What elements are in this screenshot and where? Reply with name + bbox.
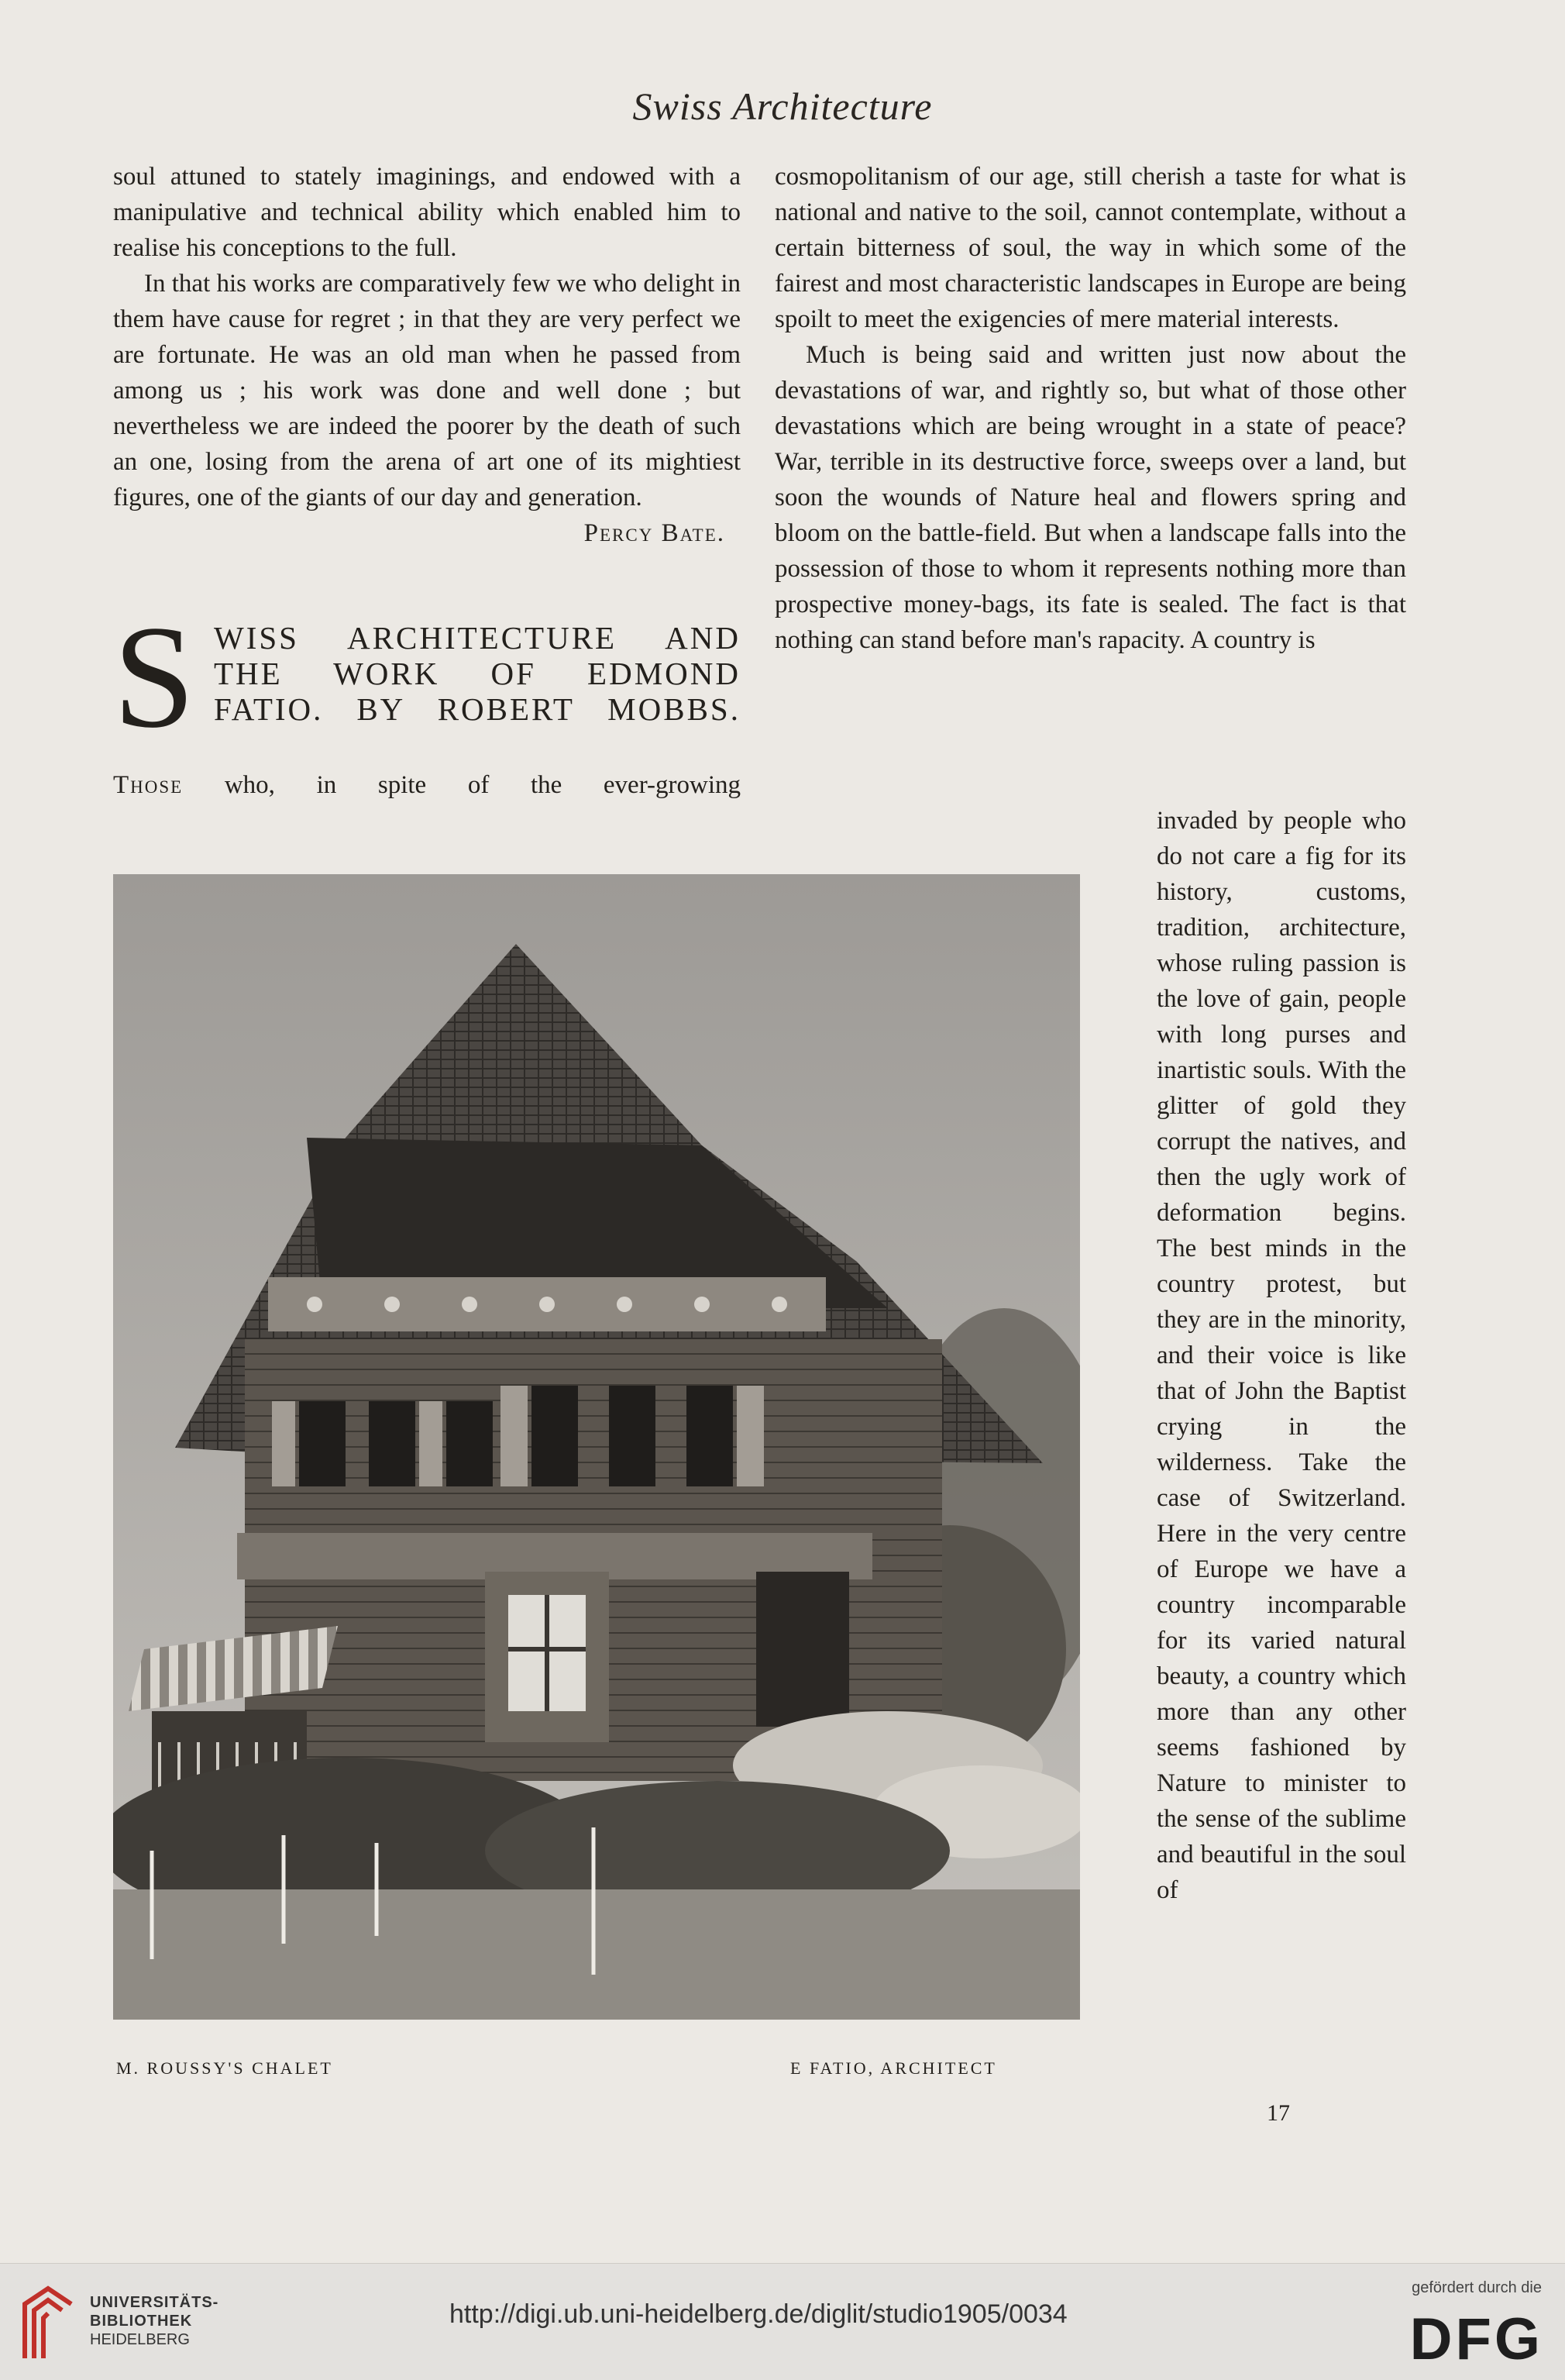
page-number: 17 [1267, 2100, 1290, 2126]
paragraph: Much is being said and written just now about the devastations of war, and rightly so, but what of those other devastations which are being wrought in a state of peace? War, terrible in its destructive force, sweeps over a land, but soon the wounds of Nature heal and flowers spring and bloom on the battle-field. But when a landscape falls into the possession of those to whom it represents nothing more than prospective money-bags, its fate is sealed. The fact is that nothing can stand before man's rapacity. A country is [775, 341, 1406, 654]
paragraph: soul attuned to stately imaginings, and endowed with a manipulative and technical ability which enabled him to realise his conceptions to the full. [113, 163, 741, 262]
library-name-line: BIBLIOTHEK [90, 2313, 193, 2330]
left-column [113, 159, 741, 551]
drop-cap: S [113, 596, 195, 759]
article-opening-line [113, 767, 741, 803]
caption-title: M. ROUSSY'S CHALET [116, 2058, 333, 2078]
library-logo-icon [17, 2281, 79, 2366]
opening-word: Those [113, 771, 184, 799]
article-title [214, 620, 741, 727]
author-signature: Percy Bate. [583, 519, 725, 547]
article-heading [113, 596, 741, 759]
chalet-illustration [113, 874, 1080, 2020]
dfg-logo: DFG [1409, 2306, 1543, 2372]
digitization-footer [0, 2263, 1565, 2380]
running-title: Swiss Architecture [632, 84, 933, 128]
title-line: WISS ARCHITECTURE AND [214, 620, 741, 656]
library-name [90, 2293, 218, 2349]
paragraph: cosmopolitanism of our age, still cherish a taste for what is national and native to the soil, cannot contemplate, without a certain bitterness of soul, the way in which some of the fairest and most characteristic landscapes in Europe are being spoilt to meet the exigencies of mere material interests. [775, 163, 1406, 333]
library-name-line: UNIVERSITÄTS- [90, 2294, 219, 2311]
chalet-photograph [113, 874, 1080, 2020]
library-name-line: HEIDELBERG [90, 2331, 190, 2348]
narrow-column-beside-photo: invaded by people who do not care a fig for its history, customs, tradition, architecture, whose ruling passion is the love of gain, people with long purses and inartistic souls. With the glitter of gold they corrupt the natives, and then the ugly work of deformation begins. The best minds in the country protest, but they are in the minority, and their voice is like that of John the Baptist crying in the wilderness. Take the case of Switzerland. Here in the very centre of Europe we have a country incomparable for its varied natural beauty, a country which more than any other seems fashioned by Nature to minister to the sense of the sublime and beautiful in the soul of [1157, 807, 1406, 1904]
caption-credit: E FATIO, ARCHITECT [790, 2058, 997, 2078]
paragraph: In that his works are comparatively few we who delight in them have cause for regret ; in that they are very perfect we are fortunate. He was an old man when he passed from among us ; his work was done and well done ; but nevertheless we are indeed the poorer by the death of such an one, losing from the arena of art one of its mightiest figures, one of the giants of our day and generation. [113, 270, 741, 511]
opening-text: who, in spite of the ever-growing [183, 771, 741, 799]
title-line: FATIO. BY ROBERT MOBBS. [214, 691, 741, 727]
right-column [775, 159, 1406, 658]
title-line: THE WORK OF EDMOND [214, 656, 741, 691]
source-url-link[interactable]: http://digi.ub.uni-heidelberg.de/diglit/studio1905/0034 [449, 2299, 1068, 2329]
funded-by-label: gefördert durch die [1412, 2279, 1542, 2296]
